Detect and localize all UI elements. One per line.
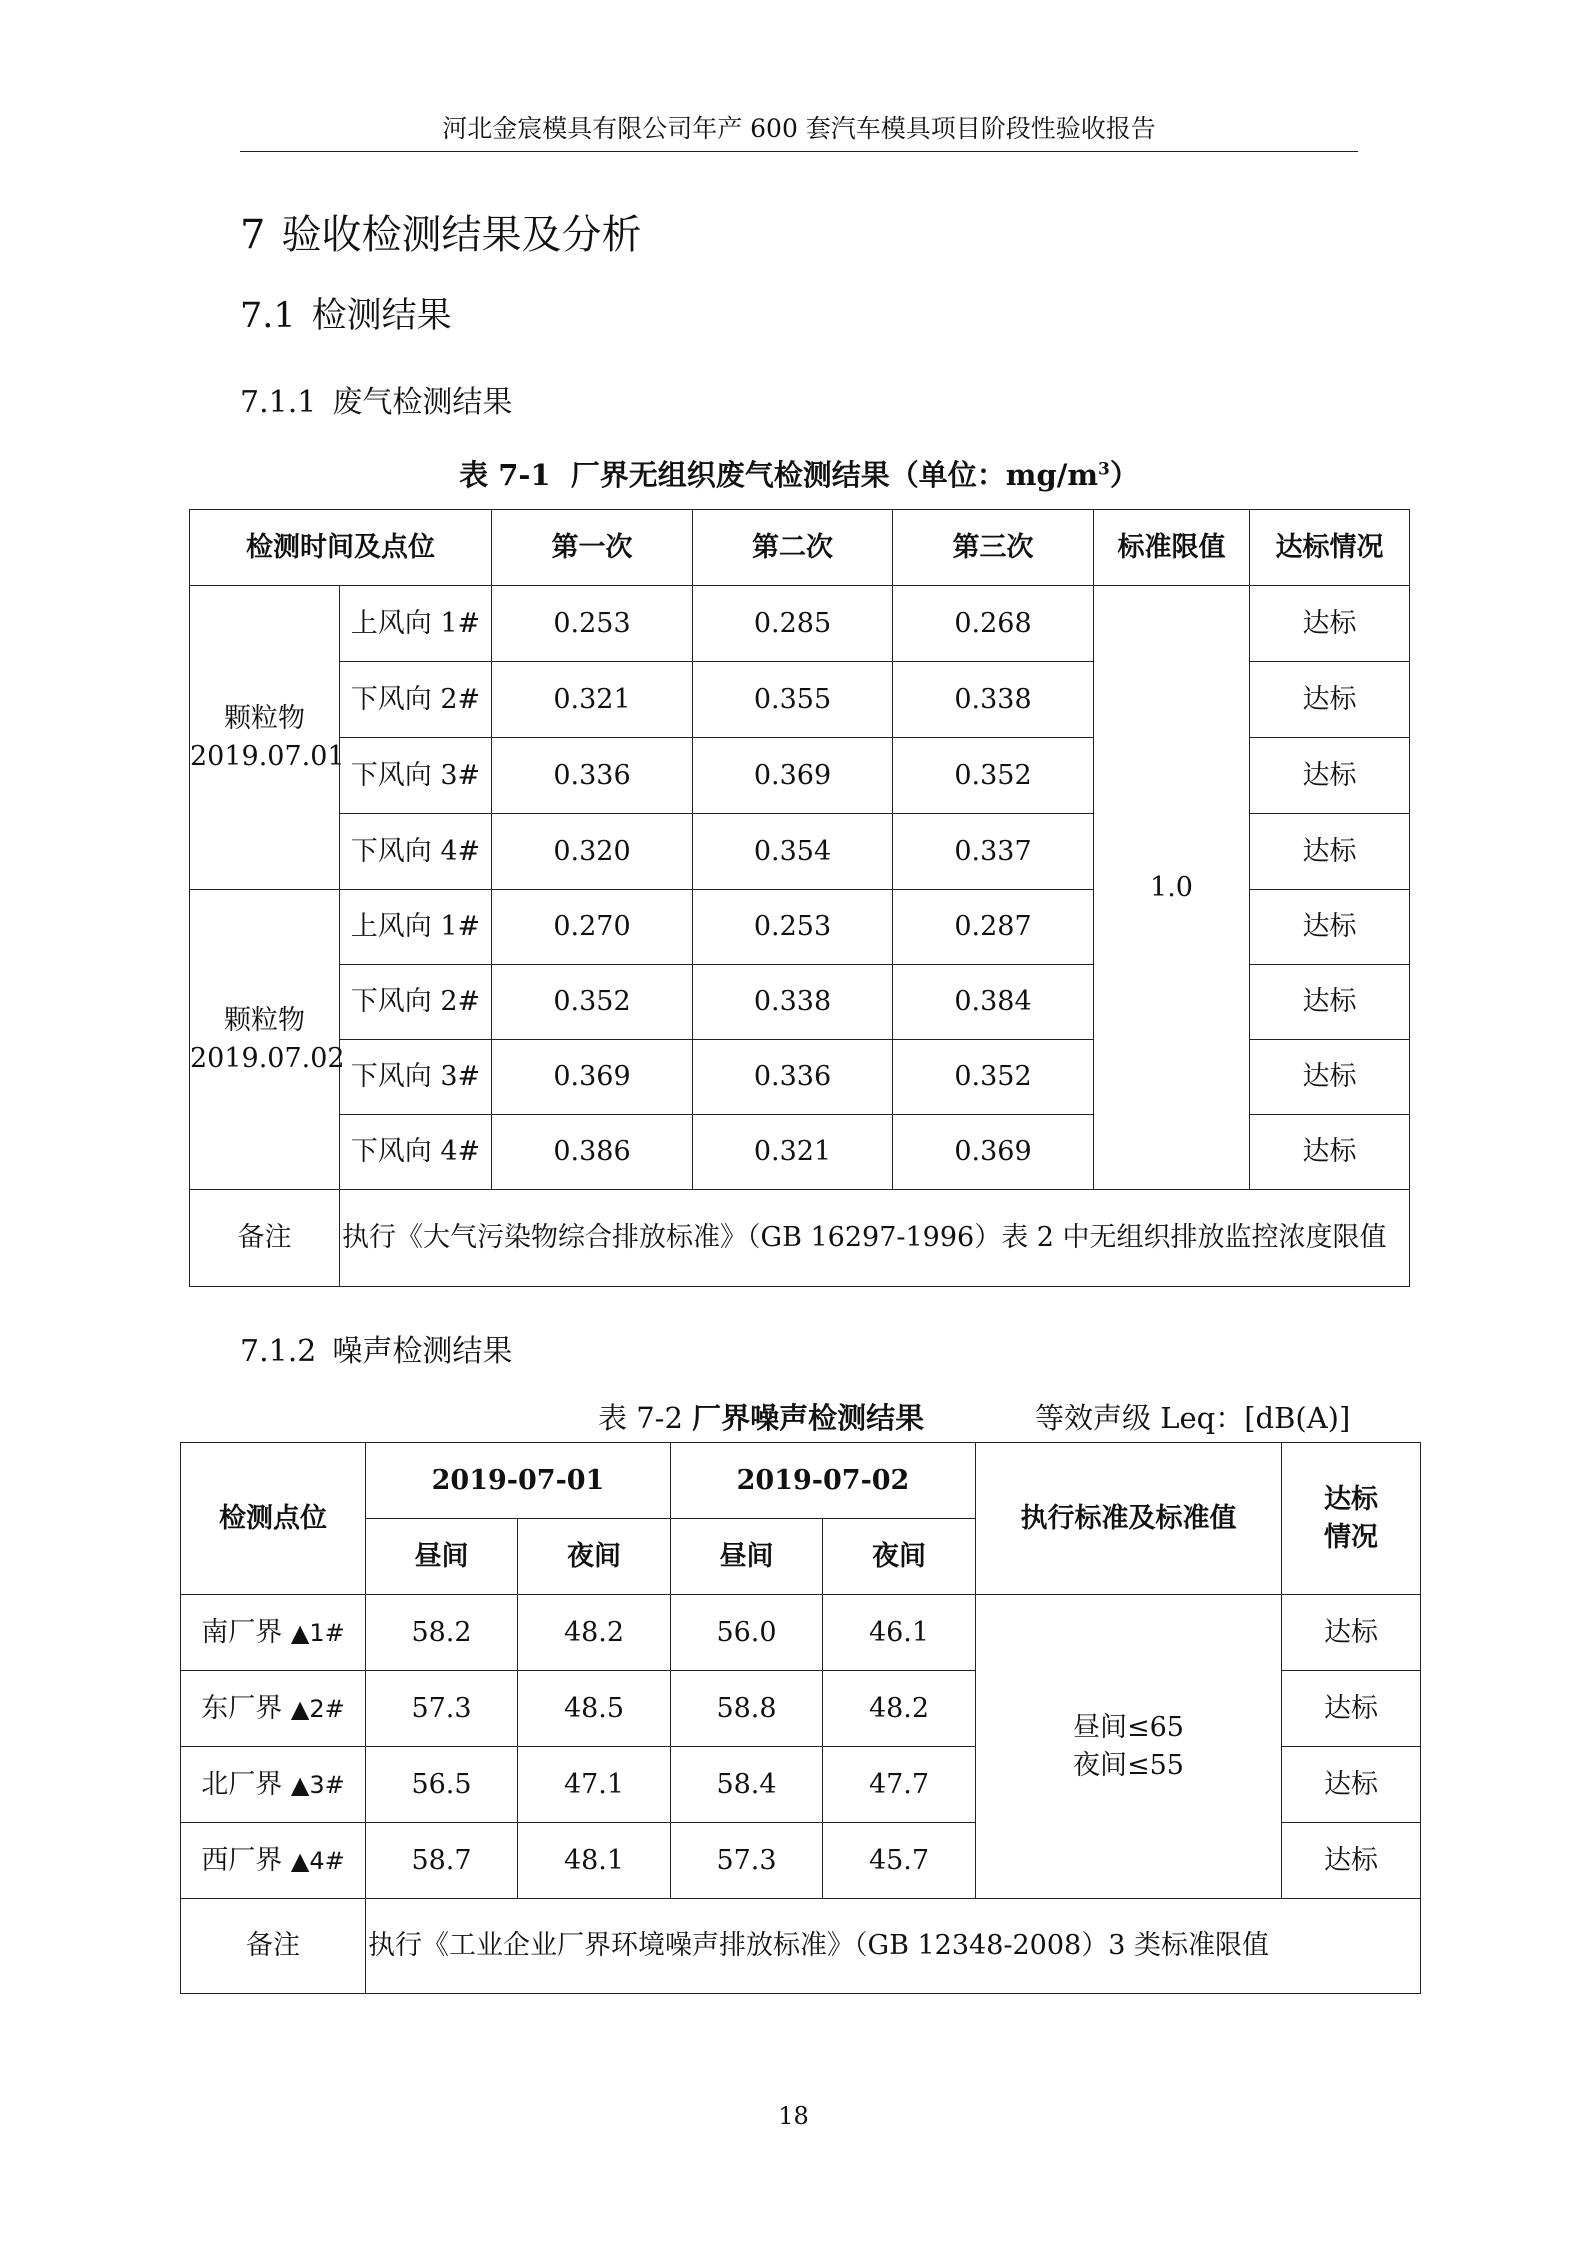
point-cell: 上风向 1# <box>340 586 492 662</box>
triangle-marker: ▲1# <box>290 1618 345 1647</box>
note-label: 备注 <box>190 1190 340 1287</box>
point-cell: 下风向 3# <box>340 1040 492 1115</box>
running-header: 河北金宸模具有限公司年产 600 套汽车模具项目阶段性验收报告 <box>442 114 1156 143</box>
table-row <box>181 1595 1421 1671</box>
table1-header-row <box>190 510 1410 586</box>
value-cell: 46.1 <box>823 1595 976 1671</box>
value-cell: 0.253 <box>693 890 893 965</box>
table1-caption-suffix: ） <box>1109 458 1139 492</box>
table2-header-date: 2019-07-02 <box>671 1443 976 1519</box>
value-cell: 0.384 <box>893 965 1094 1040</box>
place-cell <box>181 1671 366 1747</box>
value-cell: 58.2 <box>366 1595 518 1671</box>
result-cell: 达标 <box>1250 1040 1410 1115</box>
value-cell: 0.354 <box>693 814 893 890</box>
point-cell: 下风向 2# <box>340 965 492 1040</box>
value-cell: 48.2 <box>823 1671 976 1747</box>
group-label: 颗粒物 <box>224 702 305 734</box>
section-title: 废气检测结果 <box>332 385 513 420</box>
value-cell: 48.1 <box>518 1823 671 1899</box>
section-number: 7.1.1 <box>240 385 317 420</box>
table1-note-row <box>190 1190 1410 1287</box>
table1-caption-prefix: 表 7-1 <box>459 458 551 492</box>
group-date: 2019.07.02 <box>190 1042 345 1074</box>
result-cell: 达标 <box>1282 1747 1421 1823</box>
value-cell: 0.369 <box>893 1115 1094 1190</box>
table2-caption <box>180 1397 1420 1439</box>
value-cell: 0.352 <box>893 738 1094 814</box>
value-cell: 0.321 <box>492 662 693 738</box>
section-number: 7.1 <box>240 296 296 336</box>
result-cell: 达标 <box>1250 662 1410 738</box>
result-cell: 达标 <box>1250 586 1410 662</box>
value-cell: 0.287 <box>893 890 1094 965</box>
standard-cell <box>976 1595 1282 1899</box>
place-cell <box>181 1595 366 1671</box>
table1-header-cell: 达标情况 <box>1250 510 1410 586</box>
value-cell: 0.336 <box>492 738 693 814</box>
table2-caption-title: 厂界噪声检测结果 <box>692 1401 925 1435</box>
standard-limit-cell: 1.0 <box>1094 586 1250 1190</box>
table1-header-cell: 检测时间及点位 <box>190 510 492 586</box>
gas-results-table <box>189 509 1410 1287</box>
table2-note-row <box>181 1899 1421 1994</box>
result-cell: 达标 <box>1250 965 1410 1040</box>
table1-header-cell: 第二次 <box>693 510 893 586</box>
group-label-cell <box>190 586 345 890</box>
value-cell: 0.386 <box>492 1115 693 1190</box>
table1-header-cell: 标准限值 <box>1094 510 1250 586</box>
noise-results-table <box>180 1442 1421 1994</box>
result-cell: 达标 <box>1282 1823 1421 1899</box>
value-cell: 47.7 <box>823 1747 976 1823</box>
section-title: 验收检测结果及分析 <box>281 212 642 258</box>
value-cell: 45.7 <box>823 1823 976 1899</box>
table1-header-cell: 第三次 <box>893 510 1094 586</box>
point-cell: 下风向 4# <box>340 1115 492 1190</box>
table2-header-result <box>1282 1443 1421 1595</box>
point-cell: 上风向 1# <box>340 890 492 965</box>
value-cell: 0.338 <box>693 965 893 1040</box>
value-cell: 0.285 <box>693 586 893 662</box>
point-cell: 下风向 4# <box>340 814 492 890</box>
group-label: 颗粒物 <box>224 1004 305 1036</box>
value-cell: 0.369 <box>693 738 893 814</box>
page-number: 18 <box>778 2102 809 2130</box>
value-cell: 0.336 <box>693 1040 893 1115</box>
section-heading-7-1-2 <box>240 1332 512 1372</box>
value-cell: 48.2 <box>518 1595 671 1671</box>
triangle-marker: ▲4# <box>290 1846 345 1875</box>
value-cell: 0.270 <box>492 890 693 965</box>
header-rule <box>240 151 1358 152</box>
group-date: 2019.07.01 <box>190 740 345 772</box>
section-number: 7 <box>240 212 266 258</box>
standard-day: 昼间≤65 <box>1073 1711 1184 1743</box>
place-name: 西厂界 <box>201 1844 283 1876</box>
result-cell: 达标 <box>1250 738 1410 814</box>
table2-caption-title-group <box>598 1397 924 1439</box>
result-cell: 达标 <box>1250 814 1410 890</box>
value-cell: 0.338 <box>893 662 1094 738</box>
place-name: 东厂界 <box>201 1692 283 1724</box>
table2-header-row <box>181 1443 1421 1519</box>
table2-header-date: 2019-07-01 <box>366 1443 671 1519</box>
value-cell: 0.369 <box>492 1040 693 1115</box>
table2-caption-unit: 等效声级 Leq：[dB(A)] <box>1035 1401 1351 1435</box>
table2-header-standard: 执行标准及标准值 <box>976 1443 1282 1595</box>
point-cell: 下风向 2# <box>340 662 492 738</box>
table2-header-point: 检测点位 <box>181 1443 366 1595</box>
table1-caption <box>189 455 1409 495</box>
night-header: 夜间 <box>823 1519 976 1595</box>
standard-night: 夜间≤55 <box>1073 1749 1184 1781</box>
value-cell: 57.3 <box>366 1671 518 1747</box>
section-number: 7.1.2 <box>240 1334 317 1369</box>
table1-caption-sup: 3 <box>1098 459 1110 480</box>
value-cell: 58.8 <box>671 1671 823 1747</box>
place-name: 南厂界 <box>201 1616 283 1648</box>
triangle-marker: ▲3# <box>290 1770 345 1799</box>
result-cell: 达标 <box>1282 1671 1421 1747</box>
section-heading-7 <box>240 208 641 262</box>
note-text: 执行《工业企业厂界环境噪声排放标准》（GB 12348-2008）3 类标准限值 <box>366 1899 1421 1994</box>
result-cell: 达标 <box>1282 1595 1421 1671</box>
result-cell: 达标 <box>1250 1115 1410 1190</box>
value-cell: 0.352 <box>893 1040 1094 1115</box>
night-header: 夜间 <box>518 1519 671 1595</box>
section-heading-7-1-1 <box>240 383 512 423</box>
value-cell: 58.4 <box>671 1747 823 1823</box>
section-title: 噪声检测结果 <box>332 1334 513 1369</box>
value-cell: 0.268 <box>893 586 1094 662</box>
place-cell <box>181 1823 366 1899</box>
value-cell: 47.1 <box>518 1747 671 1823</box>
note-label: 备注 <box>181 1899 366 1994</box>
value-cell: 0.253 <box>492 586 693 662</box>
value-cell: 56.5 <box>366 1747 518 1823</box>
table1-header-cell: 第一次 <box>492 510 693 586</box>
table-row <box>190 586 1410 662</box>
table2-header-result-line2: 情况 <box>1324 1521 1378 1553</box>
value-cell: 0.321 <box>693 1115 893 1190</box>
day-header: 昼间 <box>671 1519 823 1595</box>
table2-caption-prefix: 表 7-2 <box>598 1401 683 1435</box>
place-cell <box>181 1747 366 1823</box>
note-text: 执行《大气污染物综合排放标准》（GB 16297-1996）表 2 中无组织排放监控浓度限值 <box>340 1190 1410 1287</box>
table2-header-result-line1: 达标 <box>1324 1483 1378 1515</box>
section-heading-7-1 <box>240 292 452 340</box>
group-label-cell <box>190 890 345 1190</box>
value-cell: 58.7 <box>366 1823 518 1899</box>
triangle-marker: ▲2# <box>290 1694 345 1723</box>
result-cell: 达标 <box>1250 890 1410 965</box>
day-header: 昼间 <box>366 1519 518 1595</box>
table1-caption-title: 厂界无组织废气检测结果（单位：mg/m <box>570 458 1099 492</box>
point-cell: 下风向 3# <box>340 738 492 814</box>
value-cell: 0.355 <box>693 662 893 738</box>
value-cell: 0.352 <box>492 965 693 1040</box>
value-cell: 48.5 <box>518 1671 671 1747</box>
value-cell: 57.3 <box>671 1823 823 1899</box>
place-name: 北厂界 <box>201 1768 283 1800</box>
value-cell: 0.320 <box>492 814 693 890</box>
section-title: 检测结果 <box>311 296 452 336</box>
value-cell: 0.337 <box>893 814 1094 890</box>
value-cell: 56.0 <box>671 1595 823 1671</box>
